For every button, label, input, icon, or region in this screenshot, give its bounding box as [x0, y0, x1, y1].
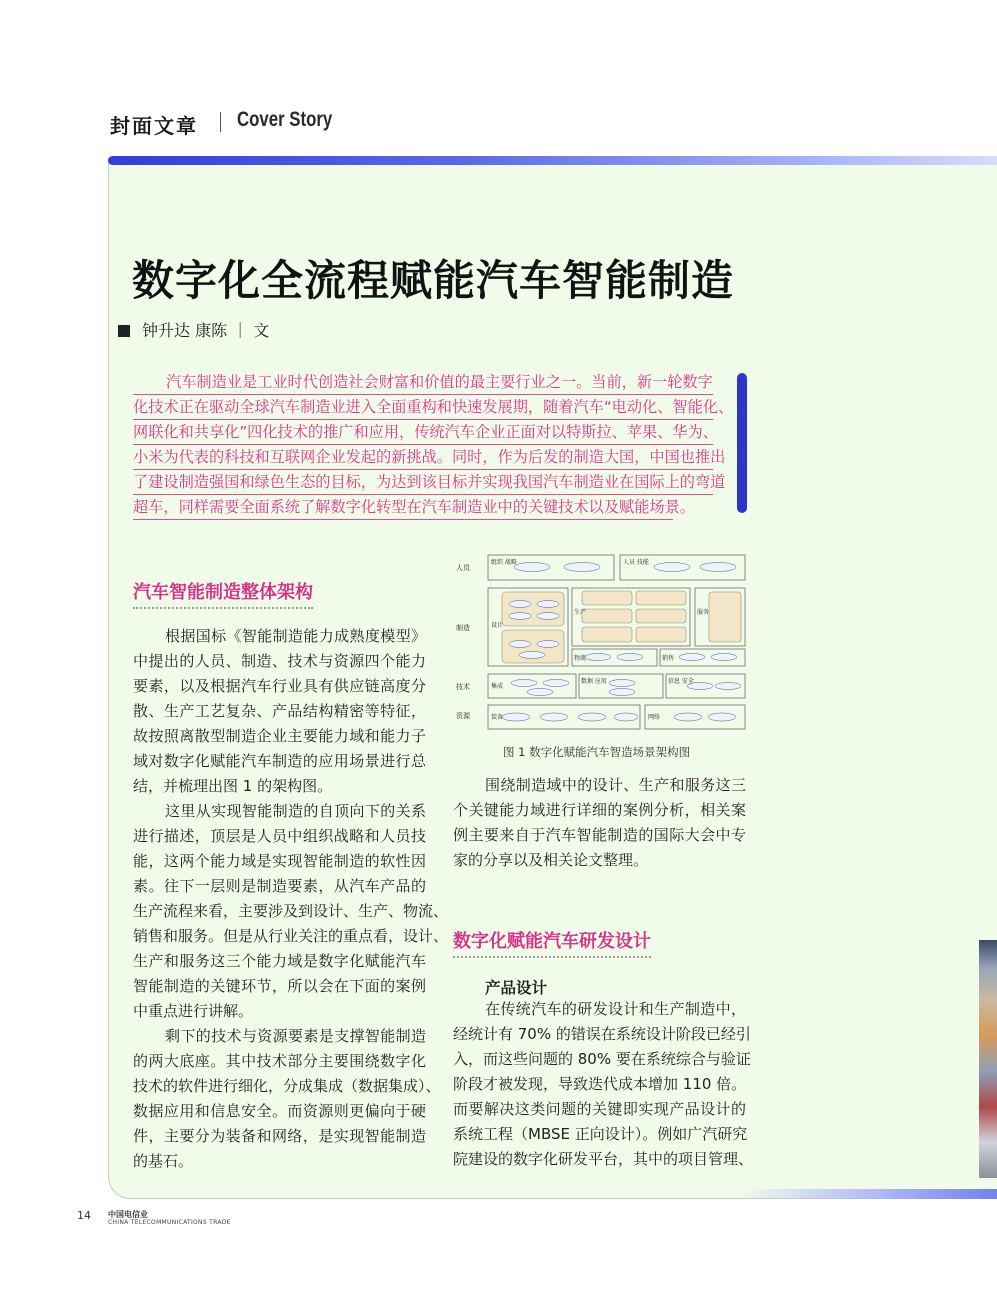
- body-line: 数据应用和信息安全。而资源则更偏向于硬: [133, 1102, 426, 1120]
- diagram-node: [617, 654, 643, 661]
- diagram-node: [654, 563, 690, 572]
- top-accent-bar: [108, 156, 997, 165]
- architecture-diagram: [452, 552, 748, 732]
- diagram-node: [614, 713, 638, 721]
- diagram-node: [679, 654, 705, 661]
- diagram-node: [511, 680, 537, 687]
- diagram-node: [564, 563, 600, 572]
- diagram-node: [509, 601, 531, 608]
- diagram-row-label: 资源: [456, 712, 470, 720]
- body-line: 剩下的技术与资源要素是支撑智能制造: [165, 1027, 426, 1045]
- body-line: 阶段才被发现，导致迭代成本增加 110 倍。: [453, 1075, 747, 1093]
- article-title: 数字化全流程赋能汽车智能制造: [132, 256, 735, 305]
- body-line: 系统工程（MBSE 正向设计）。例如广汽研究: [453, 1125, 748, 1143]
- section-heading-rnd-design: 数字化赋能汽车研发设计: [453, 927, 651, 958]
- diagram-node: [509, 613, 531, 620]
- body-line: 销售和服务。但是从行业关注的重点看，设计、: [133, 927, 449, 945]
- publication-name-en: CHINA TELECOMMUNICATIONS TRADE: [108, 1219, 231, 1226]
- diagram-node: [537, 641, 559, 648]
- body-line: 要素，以及根据汽车行业具有供应链高度分: [133, 677, 426, 695]
- body-line: 例主要来自于汽车智能制造的国际大会中专: [453, 826, 746, 844]
- diagram-module: [636, 591, 686, 605]
- abstract-line: 网联化和共享化”四化技术的推广和应用，传统汽车企业正面对以特斯拉、苹果、华为、: [133, 420, 713, 445]
- diagram-module: [636, 609, 686, 623]
- body-line: 经统计有 70% 的错误在系统设计阶段已经引: [453, 1025, 751, 1043]
- author-line: [118, 318, 269, 341]
- diagram-node: [609, 689, 635, 696]
- diagram-box-label: 人员 技能: [623, 559, 649, 566]
- body-line: 结，并梳理出图 1 的架构图。: [133, 777, 333, 795]
- body-line: 这里从实现智能制造的自顶向下的关系: [165, 802, 426, 820]
- diagram-module: [636, 627, 686, 642]
- diagram-node: [708, 713, 736, 721]
- body-line: 技术的软件进行细化，分成集成（数据集成）、: [133, 1077, 441, 1095]
- abstract-line: 了建设制造强国和绿色生态的目标，为达到该目标并实现我国汽车制造业在国际上的弯道: [133, 470, 713, 495]
- body-line: 的基石。: [133, 1152, 194, 1170]
- diagram-node: [585, 654, 611, 661]
- section-label-cn: 封面文章: [110, 114, 198, 138]
- diagram-node: [527, 689, 553, 696]
- diagram-box-label: 集成: [491, 683, 504, 690]
- body-line: 生产流程来看，主要涉及到设计、生产、物流、: [133, 902, 449, 920]
- abstract: [133, 370, 734, 520]
- diagram-node: [540, 713, 568, 721]
- abstract-line: 小米为代表的科技和互联网企业发起的新挑战。同时，作为后发的制造大国，中国也推出: [133, 445, 713, 470]
- body-line: 中重点进行讲解。: [133, 1002, 254, 1020]
- body-line: 家的分享以及相关论文整理。: [453, 851, 649, 869]
- publication-name-cn: 中国电信业: [108, 1210, 148, 1219]
- diagram-node: [537, 601, 559, 608]
- diagram-module: [502, 592, 564, 626]
- diagram-node: [578, 713, 606, 721]
- author-names: 钟升达 康陈 ｜ 文: [142, 321, 270, 340]
- section-label-en: Cover Story: [237, 108, 333, 131]
- page-number: 14: [77, 1209, 91, 1222]
- body-line: 围绕制造域中的设计、生产和服务这三: [485, 776, 746, 794]
- diagram-node: [537, 613, 559, 620]
- section-heading-architecture: 汽车智能制造整体架构: [133, 578, 313, 609]
- factory-photo-strip: [979, 940, 997, 1178]
- diagram-row-label: 制造: [456, 624, 470, 632]
- diagram-node: [674, 713, 702, 721]
- diagram-node: [509, 641, 531, 648]
- diagram-box-label: 生产: [574, 609, 587, 616]
- diagram-node: [715, 683, 741, 690]
- diagram-node: [700, 563, 736, 572]
- bottom-accent-bar: [740, 1189, 997, 1199]
- abstract-side-bar: [737, 373, 747, 513]
- diagram-box-label: 装备: [491, 714, 504, 721]
- body-line: 件，主要分为装备和网络，是实现智能制造: [133, 1127, 426, 1145]
- body-line: 散、生产工艺复杂、产品结构精密等特征，: [133, 702, 426, 720]
- body-line: 的两大底座。其中技术部分主要围绕数字化: [133, 1052, 426, 1070]
- diagram-box-label: 信息 安全: [668, 678, 694, 685]
- body-line: 在传统汽车的研发设计和生产制造中，: [485, 1000, 746, 1018]
- abstract-line: 化技术正在驱动全球汽车制造业进入全面重构和快速发展期，随着汽车“电动化、智能化、: [133, 395, 713, 420]
- body-line: 故按照离散型制造企业主要能力域和能力子: [133, 727, 426, 745]
- diagram-node: [502, 713, 530, 721]
- diagram-box-label: 数据 应用: [581, 678, 607, 685]
- diagram-node: [514, 563, 550, 572]
- diagram-row-label: 技术: [456, 683, 470, 691]
- body-line: 入，而这些问题的 80% 要在系统综合与验证: [453, 1050, 751, 1068]
- body-line: 个关键能力域进行详细的案例分析，相关案: [453, 801, 746, 819]
- diagram-box-label: 设计: [491, 622, 504, 629]
- square-bullet-icon: [118, 325, 130, 337]
- diagram-row-label: 人员: [456, 564, 470, 572]
- diagram-box-label: 网络: [648, 714, 661, 721]
- abstract-line: 超车，同样需要全面系统了解数字化转型在汽车制造业中的关键技术以及赋能场景。: [133, 495, 673, 520]
- diagram-node: [609, 680, 635, 687]
- body-line: 院建设的数字化研发平台，其中的项目管理、: [453, 1150, 754, 1168]
- diagram-node: [711, 654, 737, 661]
- body-line: 进行描述，顶层是人员中组织战略和人员技: [133, 827, 426, 845]
- diagram-module: [582, 591, 632, 605]
- body-line: 素。往下一层则是制造要素，从汽车产品的: [133, 877, 426, 895]
- body-line: 中提出的人员、制造、技术与资源四个能力: [133, 652, 426, 670]
- body-line: 而要解决这类问题的关键即实现产品设计的: [453, 1100, 746, 1118]
- body-line: 能，这两个能力域是实现智能制造的软性因: [133, 852, 426, 870]
- header-separator: [220, 112, 221, 132]
- diagram-module: [582, 609, 632, 623]
- diagram-module: [582, 627, 632, 642]
- diagram-node: [519, 652, 545, 659]
- body-line: 域对数字化赋能汽车制造的应用场景进行总: [133, 752, 426, 770]
- diagram-node: [543, 680, 569, 687]
- abstract-line: 汽车制造业是工业时代创造社会财富和价值的最主要行业之一。当前，新一轮数字: [133, 370, 713, 395]
- body-line: 智能制造的关键环节，所以会在下面的案例: [133, 977, 426, 995]
- diagram-box-label: 服务: [697, 609, 710, 616]
- right-column-intro: [453, 773, 746, 873]
- diagram-module: [709, 592, 741, 642]
- left-column: [133, 624, 449, 1174]
- body-line: 根据国标《智能制造能力成熟度模型》: [165, 627, 426, 645]
- right-column-product-design: [453, 997, 754, 1172]
- figure-caption: 图 1 数字化赋能汽车智造场景架构图: [503, 745, 691, 759]
- diagram-box-label: 组织 战略: [491, 559, 517, 566]
- diagram-box-label: 物流: [574, 655, 587, 662]
- body-line: 生产和服务这三个能力域是数字化赋能汽车: [133, 952, 426, 970]
- diagram-box-label: 销售: [662, 655, 675, 662]
- subheading-product-design: 产品设计: [485, 979, 548, 997]
